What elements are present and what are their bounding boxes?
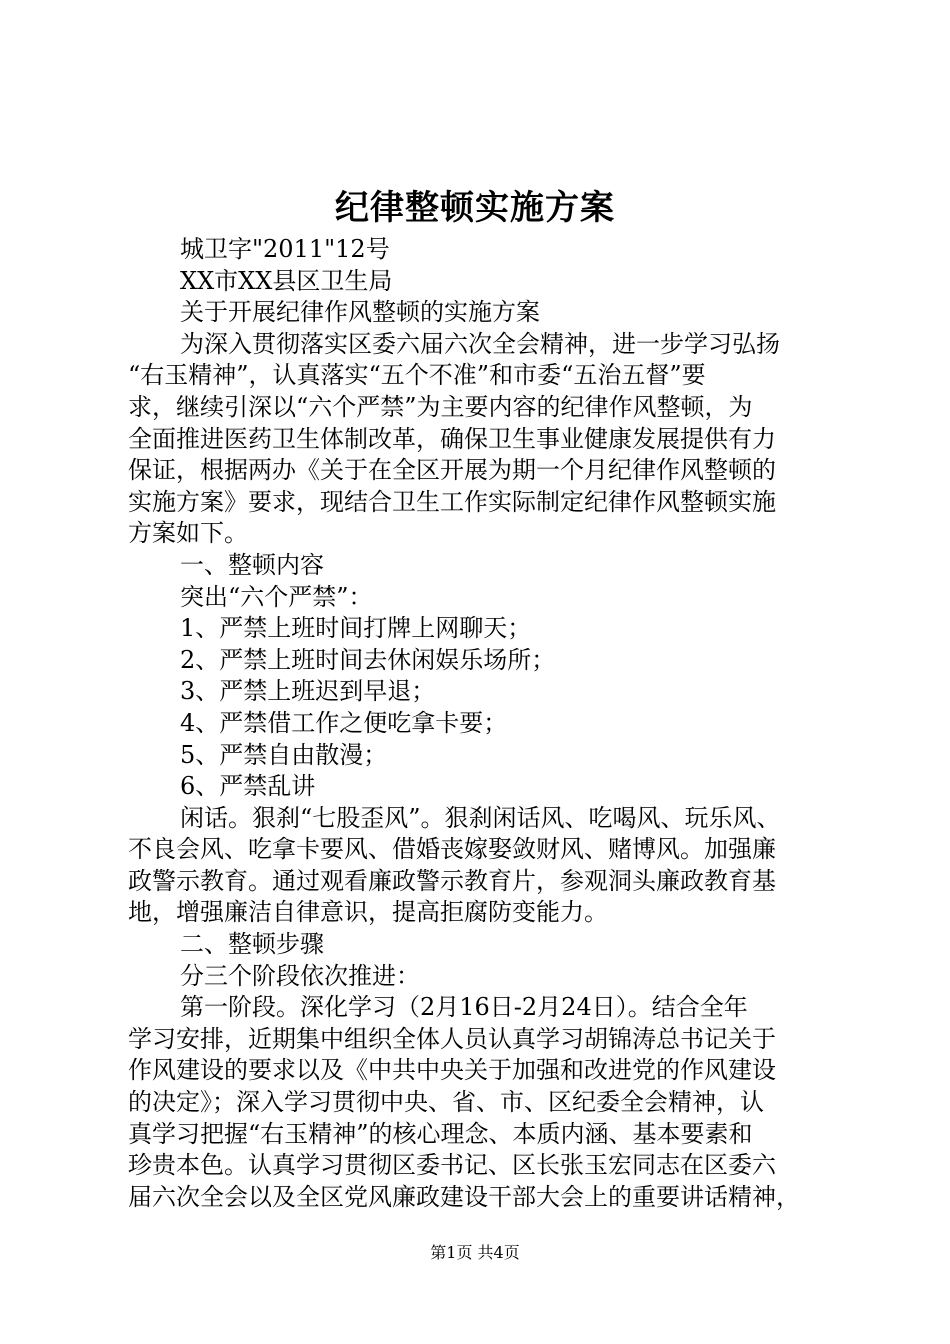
body-line: 第一阶段。深化学习（2月16日-2月24日）。结合全年 [180, 993, 748, 1022]
body-line: 5、严禁自由散漫； [180, 740, 388, 769]
body-line: 1、严禁上班时间打牌上网聊天； [180, 614, 532, 643]
document-body [128, 234, 844, 1213]
body-line: 闲话。狠刹“七股歪风”。狠刹闲话风、吃喝风、玩乐风、 [180, 803, 781, 832]
body-line: 学习安排，近期集中组织全体人员认真学习胡锦涛总书记关于 [128, 1024, 776, 1053]
body-line: 实施方案》要求，现结合卫生工作实际制定纪律作风整顿实施 [128, 487, 776, 516]
body-line: 城卫字"2011"12号 [180, 235, 390, 263]
page-footer: 第1页 共4页 [430, 1243, 520, 1262]
body-line: 关于开展纪律作风整顿的实施方案 [180, 298, 540, 327]
body-line: 2、严禁上班时间去休闲娱乐场所； [180, 645, 556, 674]
body-line: 方案如下。 [128, 519, 248, 548]
document-title: 纪律整顿实施方案 [335, 188, 615, 228]
body-line: 求，继续引深以“六个严禁”为主要内容的纪律作风整顿，为 [128, 392, 753, 421]
body-line: 届六次全会以及全区党风廉政建设干部大会上的重要讲话精神， [128, 1182, 800, 1211]
body-line: 政警示教育。通过观看廉政警示教育片，参观洞头廉政教育基 [128, 866, 776, 895]
body-line: 3、严禁上班迟到早退； [180, 677, 436, 706]
body-line: 不良会风、吃拿卡要风、借婚丧嫁娶敛财风、赌博风。加强廉 [128, 835, 776, 864]
body-line: 4、严禁借工作之便吃拿卡要； [180, 708, 508, 737]
body-line: 分三个阶段依次推进： [180, 961, 420, 990]
body-line: 珍贵本色。认真学习贯彻区委书记、区长张玉宏同志在区委六 [128, 1151, 776, 1180]
body-line: 一、整顿内容 [180, 550, 324, 579]
body-line: 全面推进医药卫生体制改革，确保卫生事业健康发展提供有力 [128, 424, 776, 453]
body-line: 突出“六个严禁”： [180, 582, 373, 611]
body-line: 6、严禁乱讲 [180, 772, 316, 801]
body-line: 为深入贯彻落实区委六届六次全会精神，进一步学习弘扬 [180, 329, 780, 358]
body-line: “右玉精神”，认真落实“五个不准”和市委“五治五督”要 [128, 361, 706, 390]
body-line: 的决定》；深入学习贯彻中央、省、市、区纪委全会精神，认 [128, 1088, 764, 1117]
body-line: 地，增强廉洁自律意识，提高拒腐防变能力。 [128, 898, 608, 927]
body-line: 作风建设的要求以及《中共中央关于加强和改进党的作风建设 [128, 1056, 776, 1085]
body-line: 保证，根据两办《关于在全区开展为期一个月纪律作风整顿的 [128, 456, 776, 485]
body-line: XX市XX县区卫生局 [180, 266, 393, 295]
body-line: 二、整顿步骤 [180, 930, 324, 959]
body-line: 真学习把握“右玉精神”的核心理念、本质内涵、基本要素和 [128, 1119, 753, 1148]
